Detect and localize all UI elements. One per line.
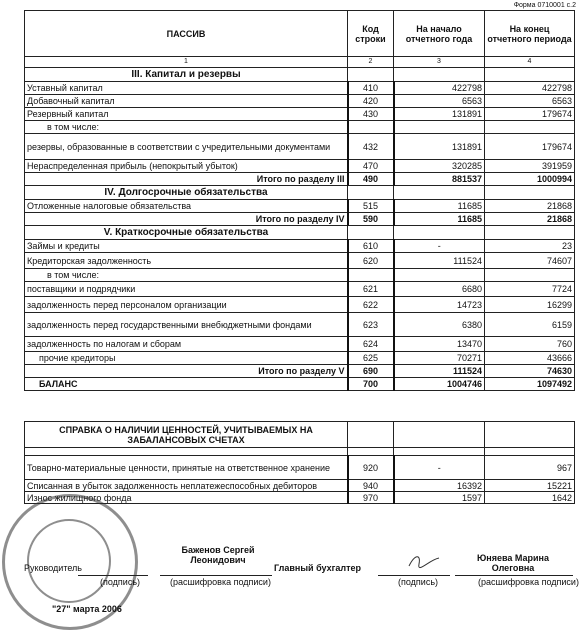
col-passive: ПАССИВ bbox=[25, 11, 348, 57]
reference-title: СПРАВКА О НАЛИЧИИ ЦЕННОСТЕЙ, УЧИТЫВАЕМЫХ НА ЗАБАЛАНСОВЫХ СЧЕТАХ bbox=[25, 422, 348, 448]
total-row: Итого по разделу IV 590 11685 21868 bbox=[25, 213, 575, 226]
header-row bbox=[25, 11, 575, 57]
table-row: Резервный капитал 430 131891 179674 bbox=[25, 108, 575, 121]
accountant-signature bbox=[405, 550, 445, 572]
col-number-row: 1 2 3 4 bbox=[25, 57, 575, 68]
table-row: в том числе: bbox=[25, 121, 575, 134]
table-row: Кредиторская задолженность 620 111524 74607 bbox=[25, 253, 575, 269]
table-row: Товарно-материальные ценности, принятые на ответственное хранение 920 - 967 bbox=[25, 456, 575, 480]
balance-table bbox=[24, 10, 575, 391]
table-row: Займы и кредиты 610 - 23 bbox=[25, 240, 575, 253]
signing-date: "27" марта 2006 bbox=[52, 604, 122, 614]
head-label: Руководитель bbox=[24, 563, 82, 573]
table-row: Отложенные налоговые обязательства 515 11685 21868 bbox=[25, 200, 575, 213]
table-row: в том числе: bbox=[25, 269, 575, 282]
table-row: задолженность по налогам и сборам 624 13470 760 bbox=[25, 337, 575, 352]
balance-row: БАЛАНС 700 1004746 1097492 bbox=[25, 378, 575, 391]
total-row: Итого по разделу V 690 111524 74630 bbox=[25, 365, 575, 378]
accountant-name: Юняева Марина Олеговна bbox=[477, 553, 549, 573]
table-row: задолженность перед государственными внебюджетными фондами 623 6380 6159 bbox=[25, 313, 575, 337]
section-heading: IV. Долгосрочные обязательства bbox=[25, 186, 575, 200]
table-row: Нераспределенная прибыль (непокрытый убыток) 470 320285 391959 bbox=[25, 160, 575, 173]
table-row: прочие кредиторы 625 70271 43666 bbox=[25, 352, 575, 365]
head-name: Баженов Сергей Леонидович bbox=[181, 545, 255, 565]
col-end: На конец отчетного периода bbox=[485, 11, 575, 57]
table-row: задолженность перед персоналом организации 622 14723 16299 bbox=[25, 297, 575, 313]
table-row: Добавочный капитал 420 6563 6563 bbox=[25, 95, 575, 108]
table-row: поставщики и подрядчики 621 6680 7724 bbox=[25, 282, 575, 297]
accountant-decode-caption: (расшифровка подписи) bbox=[478, 577, 579, 587]
section-heading: III. Капитал и резервы bbox=[25, 68, 575, 82]
head-sign-caption: (подпись) bbox=[100, 577, 141, 587]
head-decode-caption: (расшифровка подписи) bbox=[170, 577, 271, 587]
reference-title-row bbox=[25, 422, 575, 448]
col-code: Код строки bbox=[348, 11, 394, 57]
table-row: Уставный капитал 410 422798 422798 bbox=[25, 82, 575, 95]
accountant-sign-caption: (подпись) bbox=[398, 577, 439, 587]
total-row: Итого по разделу III 490 881537 1000994 bbox=[25, 173, 575, 186]
accountant-label: Главный бухгалтер bbox=[274, 563, 362, 573]
col-start: На начало отчетного года bbox=[394, 11, 485, 57]
table-row: резервы, образованные в соответствии с учредительными документами 432 131891 179674 bbox=[25, 134, 575, 160]
form-code: Форма 0710001 с.2 bbox=[513, 2, 576, 9]
reference-table bbox=[24, 421, 575, 504]
table-row: Списанная в убыток задолженность неплатежеспособных дебиторов 940 16392 15221 bbox=[25, 480, 575, 492]
table-row: Износ жилищного фонда 970 1597 1642 bbox=[25, 492, 575, 504]
section-heading: V. Краткосрочные обязательства bbox=[25, 226, 575, 240]
